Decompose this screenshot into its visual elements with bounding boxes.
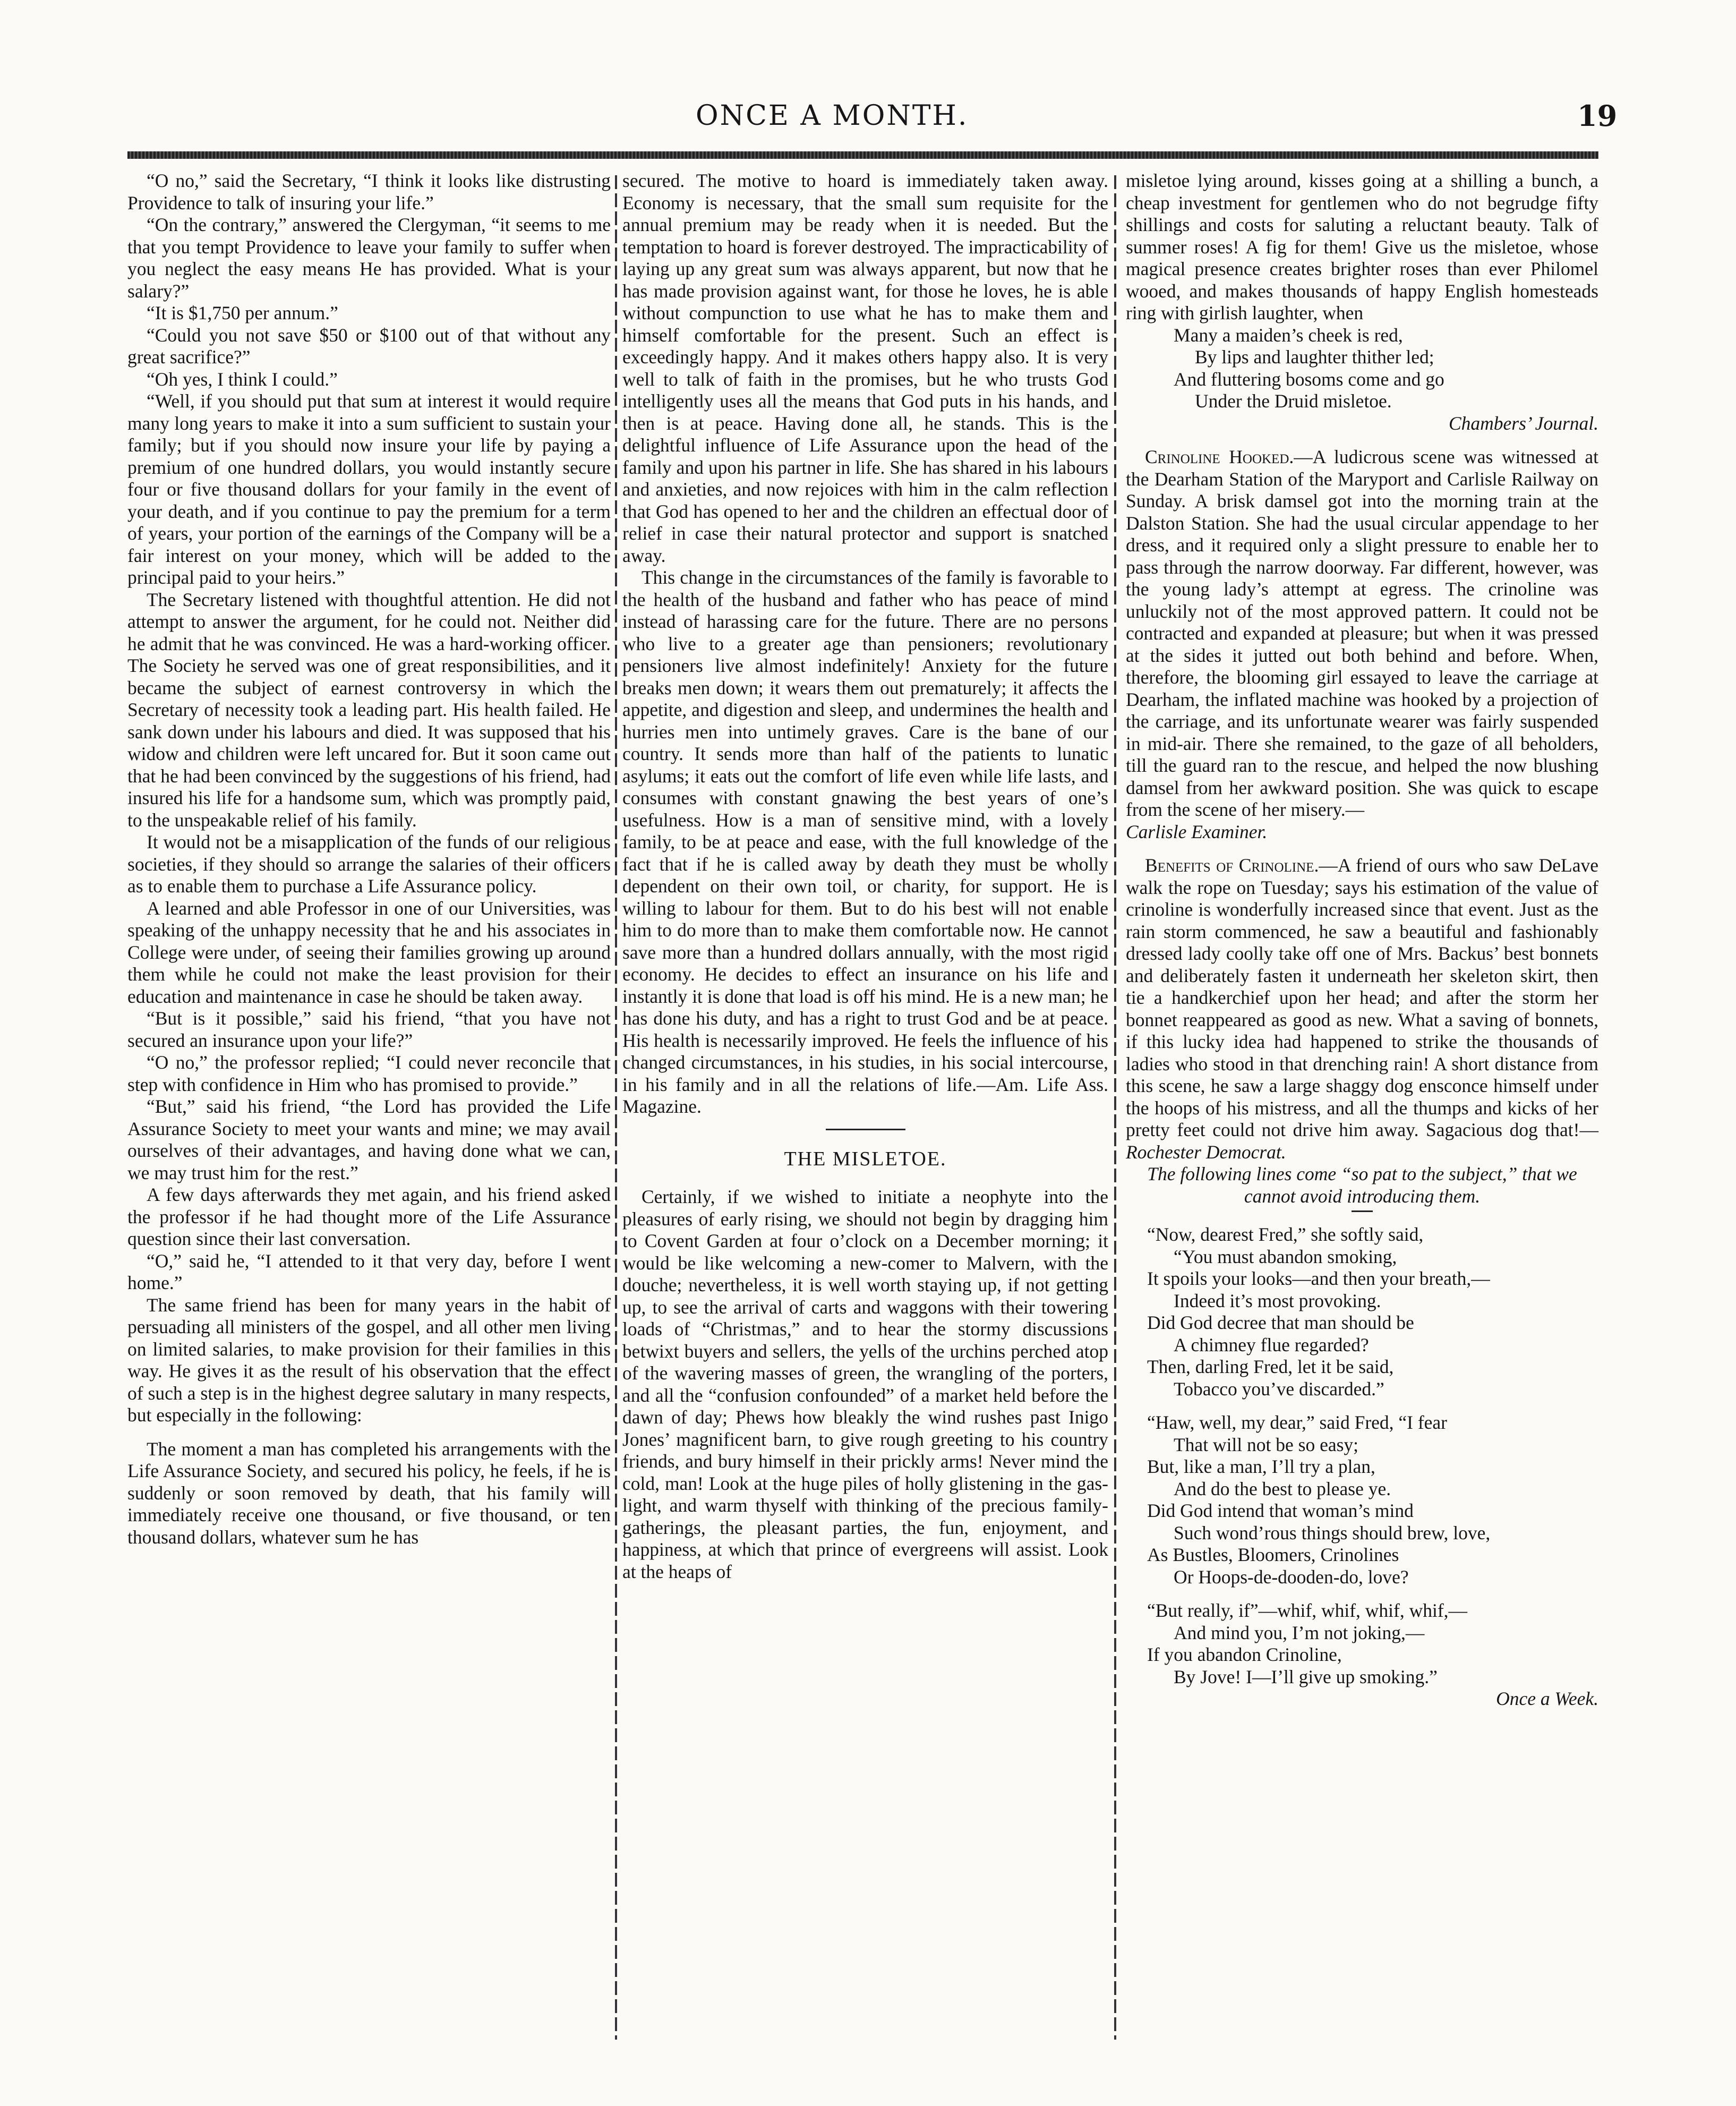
column-divider [615,175,617,2040]
paragraph: “Well, if you should put that sum at interest it would require many long years to make it into a sum sufficient to sustain your family; but if you should now insure your life by paying a premium of one hundred dollars, you would instantly secure four or five thousand dollars for your family in the event of your death, and if you continue to pay the premium for a term of years, your portion of the earnings of the Company will be a fair interest on your money, which will be added to the principal paid to your heirs.” [127,390,611,588]
article [1126,855,1598,1163]
page-header [0,0,1736,154]
verse-line: Many a maiden’s cheek is red, [1174,324,1403,346]
verse-line: “But really, if”—whif, whif, whif, whif,— [1147,1600,1468,1621]
paragraph: “O no,” said the Secretary, “I think it looks like distrusting Providence to talk of insuring your life.” [127,170,611,214]
paragraph: “It is $1,750 per annum.” [147,302,338,323]
section-title: THE MISLETOE. [784,1147,947,1170]
section-rule [826,1129,905,1130]
article-body: —A ludicrous scene was witnessed at the Dearham Station of the Maryport and Carlisle Railway on Sunday. A brisk damsel got into the morning train at the Dalston Station. She had the usual circular appendage to her dress, and it required only a slight pressure to enable her to pass through the narrow doorway. Far different, however, was the young lady’s attempt at egress. The crinoline was unluckily not of the most approved pattern. It could not be contracted and expanded at pleasure; but when it was pressed at the sides it jutted out both behind and before. When, therefore, the blooming girl essayed to leave the carriage at Dearham, the inflated machine was hooked by a projection of the carriage, and its unfortunate wearer was fairly suspended in mid-air. There she remained, to the gaze of all beholders, till the guard ran to the rescue, and helped the now blushing damsel from her awkward position. She was quick to escape from the scene of her misery.— [1126,446,1598,820]
paragraph: “But is it possible,” said his friend, “that you have not secured an insurance upon your life?” [127,1008,611,1051]
verse-line: Did God decree that man should be [1147,1312,1414,1333]
column-divider [1114,175,1116,2040]
verse-line: A chimney flue regarded? [1174,1334,1369,1355]
verse-line: Such wond’rous things should brew, love, [1174,1522,1491,1544]
verse-line: “Haw, well, my dear,” said Fred, “I fear [1147,1412,1448,1433]
verse-line: Under the Druid misletoe. [1195,390,1392,412]
verse-line: And fluttering bosoms come and go [1174,368,1444,390]
paragraph: This change in the circumstances of the family is favorable to the health of the husband and father who has peace of mind instead of harassing care for the future. There are no persons who live to a greater age than pensioners; revolutionary pensioners live almost indefinitely! Anxiety for the future breaks men down; it wears them out prematurely; it affects the appetite, and digestion and sleep, and undermines the health and hurries men into untimely graves. Care is the bane of our country. It sends more than half of the patients to lunatic asylums; it eats out the comfort of life even while life lasts, and consumes with constant gnawing the best years of one’s usefulness. How is a man of sensitive mind, with a lovely family, to be at peace and ease, with the full knowledge of the fact that if he is called away by death they must be wholly dependent on their own toil, or charity, for support. He is willing to labour for them. But to do his best will not enable him to do more than to make them comfortable now. He cannot save more than a hundred dollars annually, with the most rigid economy. He decides to effect an insurance on his life and instantly it is done that load is off his mind. He is a new man; he has done his duty, and has a right to trust God and be at peace. His health is necessarily improved. He feels the influence of his changed circumstances, in his studies, in his social intercourse, in his family and in all the relations of life.—Am. Life Ass. Magazine. [622,567,1108,1117]
verse-line: And mind you, I’m not joking,— [1174,1622,1425,1643]
paragraph: It would not be a misapplication of the funds of our religious societies, if they should so arrange the salaries of their officers as to enable them to purchase a Life Assurance policy. [127,831,611,897]
paragraph: “O,” said he, “I attended to it that very day, before I went home.” [127,1250,611,1293]
column-3 [1126,170,1598,1710]
verse-line: Tobacco you’ve discarded.” [1174,1378,1384,1400]
column-2 [622,170,1108,1583]
running-title: ONCE A MONTH. [696,100,969,132]
source-attribution: Chambers’ Journal. [1448,412,1598,434]
verse-line: That will not be so easy; [1174,1434,1359,1455]
verse-line: But, like a man, I’ll try a plan, [1147,1456,1375,1477]
verse-line: And do the best to please ye. [1174,1478,1391,1499]
verse-line: By lips and laughter thither led; [1195,346,1434,368]
paragraph: The moment a man has completed his arrangements with the Life Assurance Society, and secured his policy, he feels, if he is suddenly or soon removed by death, that his family will immediately receive one thousand, or five thousand, or ten thousand dollars, whatever sum he has [127,1438,611,1548]
intro-note: The following lines come “so pat to the subject,” that we cannot avoid introducing them. [1147,1163,1577,1207]
verse-line: As Bustles, Bloomers, Crinolines [1147,1544,1399,1565]
article-title: Crinoline Hooked. [1145,446,1294,467]
column-1 [127,170,611,1548]
paragraph: “Oh yes, I think I could.” [147,368,338,390]
paragraph: secured. The motive to hoard is immediately taken away. Economy is necessary, that the small sum requisite for the annual premium may be ready when it is needed. But the temptation to hoard is forever destroyed. The impracticability of laying up any great sum was always apparent, but now that he has made provision against want, for those he loves, he is able without compunction to use what he has to make them and himself comfortable for the present. Such an effect is exceedingly happy. And it makes others happy also. It is very well to talk of faith in the promises, but he who trusts God intelligently uses all the means that God puts in his hands, and then is at peace. Having done all, he stands. This is the delightful influence of Life Assurance upon the head of the family and upon his partner in life. She has shared in his labours and anxieties, and now rejoices with him in the calm reflection that God has opened to her and the children an effectual door of relief in case their natural protector and support is snatched away. [622,170,1108,566]
article-body: —A friend of ours who saw DeLave walk the rope on Tuesday; says his estimation of the value of crinoline is wonderfully increased since that event. Just as the rain storm commenced, he saw a beautiful and fashionably dressed lady coolly take off one of Mrs. Backus’ best bonnets and deliberately fasten it underneath her skeleton skirt, then tie a handkerchief upon her head; and after the storm her bonnet reappeared as good as new. What a saving of bonnets, if this lucky idea had happened to strike the thousands of ladies who stood in that drenching rain! A short distance from this scene, he saw a large shaggy dog ensconce himself under the hoops of his mistress, and all the thumps and kicks of her pretty feet could not drive him away. Sagacious dog that!— [1126,855,1598,1140]
verse-line: “You must abandon smoking, [1174,1246,1397,1267]
paragraph: “But,” said his friend, “the Lord has provided the Life Assurance Society to meet your wants and mine; we may avail ourselves of their advantages, and having done what we can, we may trust him for the rest.” [127,1096,611,1183]
verse-line: Or Hoops-de-dooden-do, love? [1174,1566,1409,1588]
verse-line: “Now, dearest Fred,” she softly said, [1147,1224,1424,1245]
article [1126,446,1598,821]
verse-line: If you abandon Crinoline, [1147,1644,1342,1665]
verse-line: Did God intend that woman’s mind [1147,1500,1414,1521]
source-attribution: Rochester Democrat. [1126,1141,1286,1163]
verse-line: By Jove! I—I’ll give up smoking.” [1174,1666,1438,1687]
verse-line: Indeed it’s most provoking. [1174,1290,1381,1311]
header-rule [127,151,1598,159]
verse-line: Then, darling Fred, let it be said, [1147,1356,1394,1377]
paragraph: Certainly, if we wished to initiate a neophyte into the pleasures of early rising, we should not begin by dragging him to Covent Garden at four o’clock on a December morning; it would be like welcoming a new-comer to Malvern, with the douche; nevertheless, it is well worth staying up, if not getting up, to see the arrival of carts and waggons with their towering loads of “Christmas,” and to hear the stormy discussions betwixt buyers and sellers, the yells of the urchins perched atop of the wavering masses of green, the wrangling of the porters, and all the “confusion confounded” of a market held before the dawn of day; Phews how bleakly the wind rushes past Inigo Jones’ magnificent barn, to give rough greeting to his country friends, and bury himself in their prickly arms! Never mind the cold, man! Look at the huge piles of holly glistening in the gas-light, and warm thyself with thinking of the precious family-gatherings, the pleasant parties, the fun, enjoyment, and happiness, at which that prince of evergreens will assist. Look at the heaps of [622,1186,1108,1582]
verse-line: It spoils your looks—and then your breath,— [1147,1268,1490,1289]
article-title: Benefits of Crinoline. [1145,855,1319,876]
paragraph: A few days afterwards they met again, and his friend asked the professor if he had thought more of the Life Assurance question since their last conversation. [127,1184,611,1249]
source-attribution: Carlisle Examiner. [1126,821,1268,842]
paragraph: “On the contrary,” answered the Clergyman, “it seems to me that you tempt Providence to leave your family to suffer when you neglect the easy means He has provided. What is your salary?” [127,214,611,302]
page-number: 19 [1577,99,1618,133]
paragraph: The Secretary listened with thoughtful attention. He did not attempt to answer the argument, for he could not. Neither did he admit that he was convinced. He was a hard-working officer. The Society he served was one of great responsibilities, and it became the subject of earnest controversy in which the Secretary of necessity took a leading part. His health failed. He sank down under his labours and died. It was supposed that his widow and children were left uncared for. But it soon came out that he had been convinced by the suggestions of his friend, had insured his life for a handsome sum, which was promptly paid, to the unspeakable relief of his family. [127,589,611,831]
paragraph: “Could you not save $50 or $100 out of that without any great sacrifice?” [127,324,611,368]
source-attribution: Once a Week. [1496,1688,1598,1709]
paragraph: misletoe lying around, kisses going at a shilling a bunch, a cheap investment for gentlemen who do not begrudge fifty shillings and costs for saluting a reluctant beauty. Talk of summer roses! A fig for them! Give us the misletoe, whose magical presence creates brighter roses than ever Philomel wooed, and makes thousands of happy English homesteads ring with girlish laughter, when [1126,170,1598,323]
paragraph: A learned and able Professor in one of our Universities, was speaking of the unhappy necessity that he and his associates in College were under, of seeing their families growing up around them while he could not make the least provision for their education and maintenance in case he should be taken away. [127,897,611,1007]
paragraph: “O no,” the professor replied; “I could never reconcile that step with confidence in Him who has promised to provide.” [127,1052,611,1095]
paragraph: The same friend has been for many years in the habit of persuading all ministers of the gospel, and all other men living on limited salaries, to make provision for their families in this way. He gives it as the result of his observation that the effect of such a step is in the highest degree salutary in many respects, but especially in the following: [127,1294,611,1426]
